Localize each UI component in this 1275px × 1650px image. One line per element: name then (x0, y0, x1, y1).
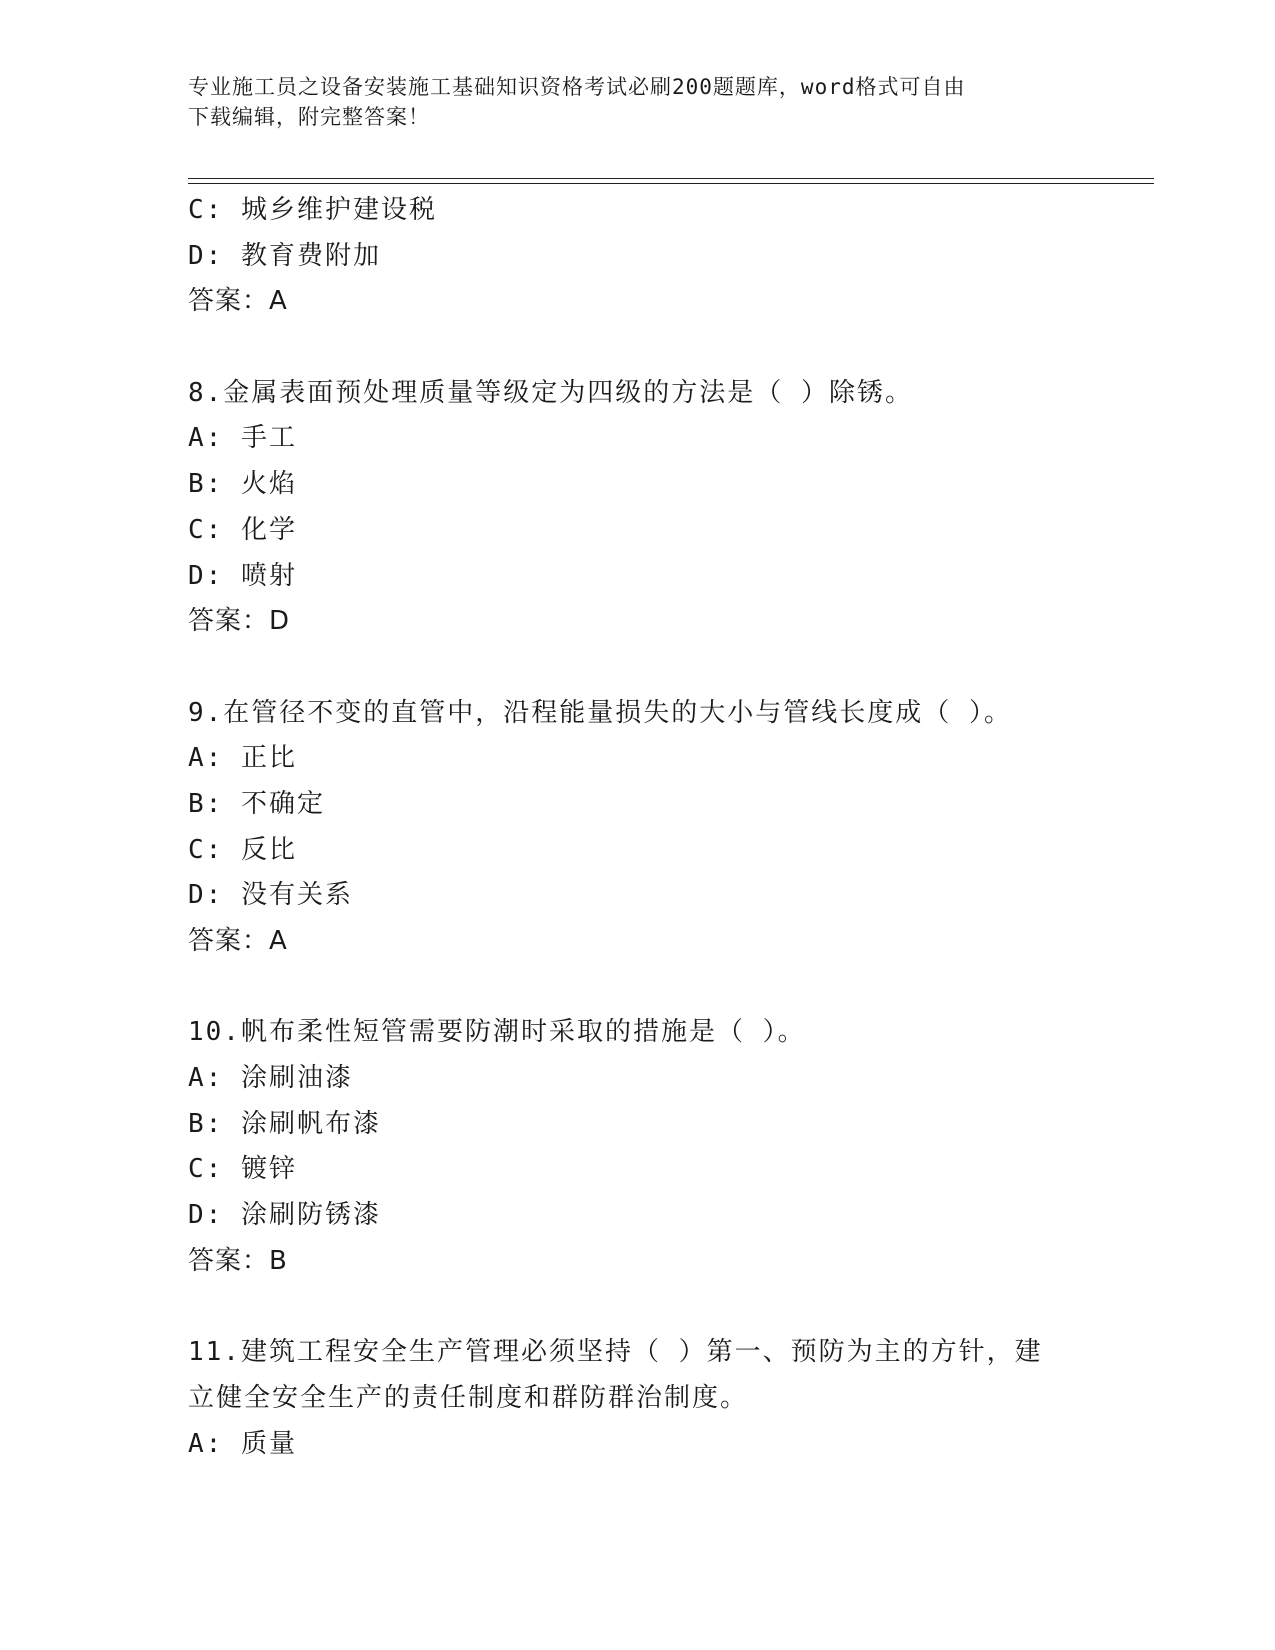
q9-option-c: C: 反比 (188, 834, 297, 865)
question-gap (188, 325, 1068, 371)
q10-option-a: A: 涂刷油漆 (188, 1063, 353, 1094)
header-title-line-1: 专业施工员之设备安装施工基础知识资格考试必刷200题题库，word格式可自由 (188, 75, 966, 99)
q10-answer: 答案：B (188, 1245, 288, 1276)
q9-option-b: B: 不确定 (188, 788, 325, 819)
q8-option-b: B: 火焰 (188, 469, 297, 500)
header-divider-top (188, 178, 1154, 179)
question-gap (188, 1285, 1068, 1331)
question-10 (188, 1010, 1068, 1284)
q9-stem: 9.在管径不变的直管中，沿程能量损失的大小与管线长度成（ ）。 (188, 697, 1012, 728)
q10-option-c: C: 镀锌 (188, 1154, 297, 1185)
question-gap (188, 645, 1068, 691)
q8-option-c: C: 化学 (188, 514, 297, 545)
q9-answer: 答案：A (188, 926, 288, 956)
header-divider-bottom (188, 183, 1154, 184)
q7-option-d: D: 教育费附加 (188, 240, 381, 271)
question-9 (188, 691, 1068, 965)
q8-option-d: D: 喷射 (188, 560, 297, 591)
question-8 (188, 371, 1068, 645)
q8-answer: 答案：D (188, 606, 291, 637)
q11-stem-line-1: 11.建筑工程安全生产管理必须坚持（ ）第一、预防为主的方针，建 (188, 1337, 1043, 1368)
q10-option-d: D: 涂刷防锈漆 (188, 1200, 381, 1231)
q7-option-c: C: 城乡维护建设税 (188, 195, 437, 225)
question-7-tail (188, 188, 1068, 325)
q10-stem: 10.帆布柔性短管需要防潮时采取的措施是（ ）。 (188, 1017, 806, 1048)
q9-option-a: A: 正比 (188, 743, 297, 774)
q8-option-a: A: 手工 (188, 423, 297, 454)
document-header (188, 72, 1068, 132)
q9-option-d: D: 没有关系 (188, 880, 353, 911)
question-list (188, 188, 1068, 1467)
question-11 (188, 1330, 1068, 1467)
q11-option-a: A: 质量 (188, 1428, 297, 1459)
q7-answer: 答案：A (188, 286, 288, 317)
header-title-line-2: 下载编辑，附完整答案！ (188, 105, 430, 129)
question-gap (188, 965, 1068, 1011)
q11-stem-line-2: 立健全安全生产的责任制度和群防群治制度。 (188, 1382, 749, 1413)
q10-option-b: B: 涂刷帆布漆 (188, 1108, 381, 1139)
q8-stem: 8.金属表面预处理质量等级定为四级的方法是（ ）除锈。 (188, 377, 913, 408)
